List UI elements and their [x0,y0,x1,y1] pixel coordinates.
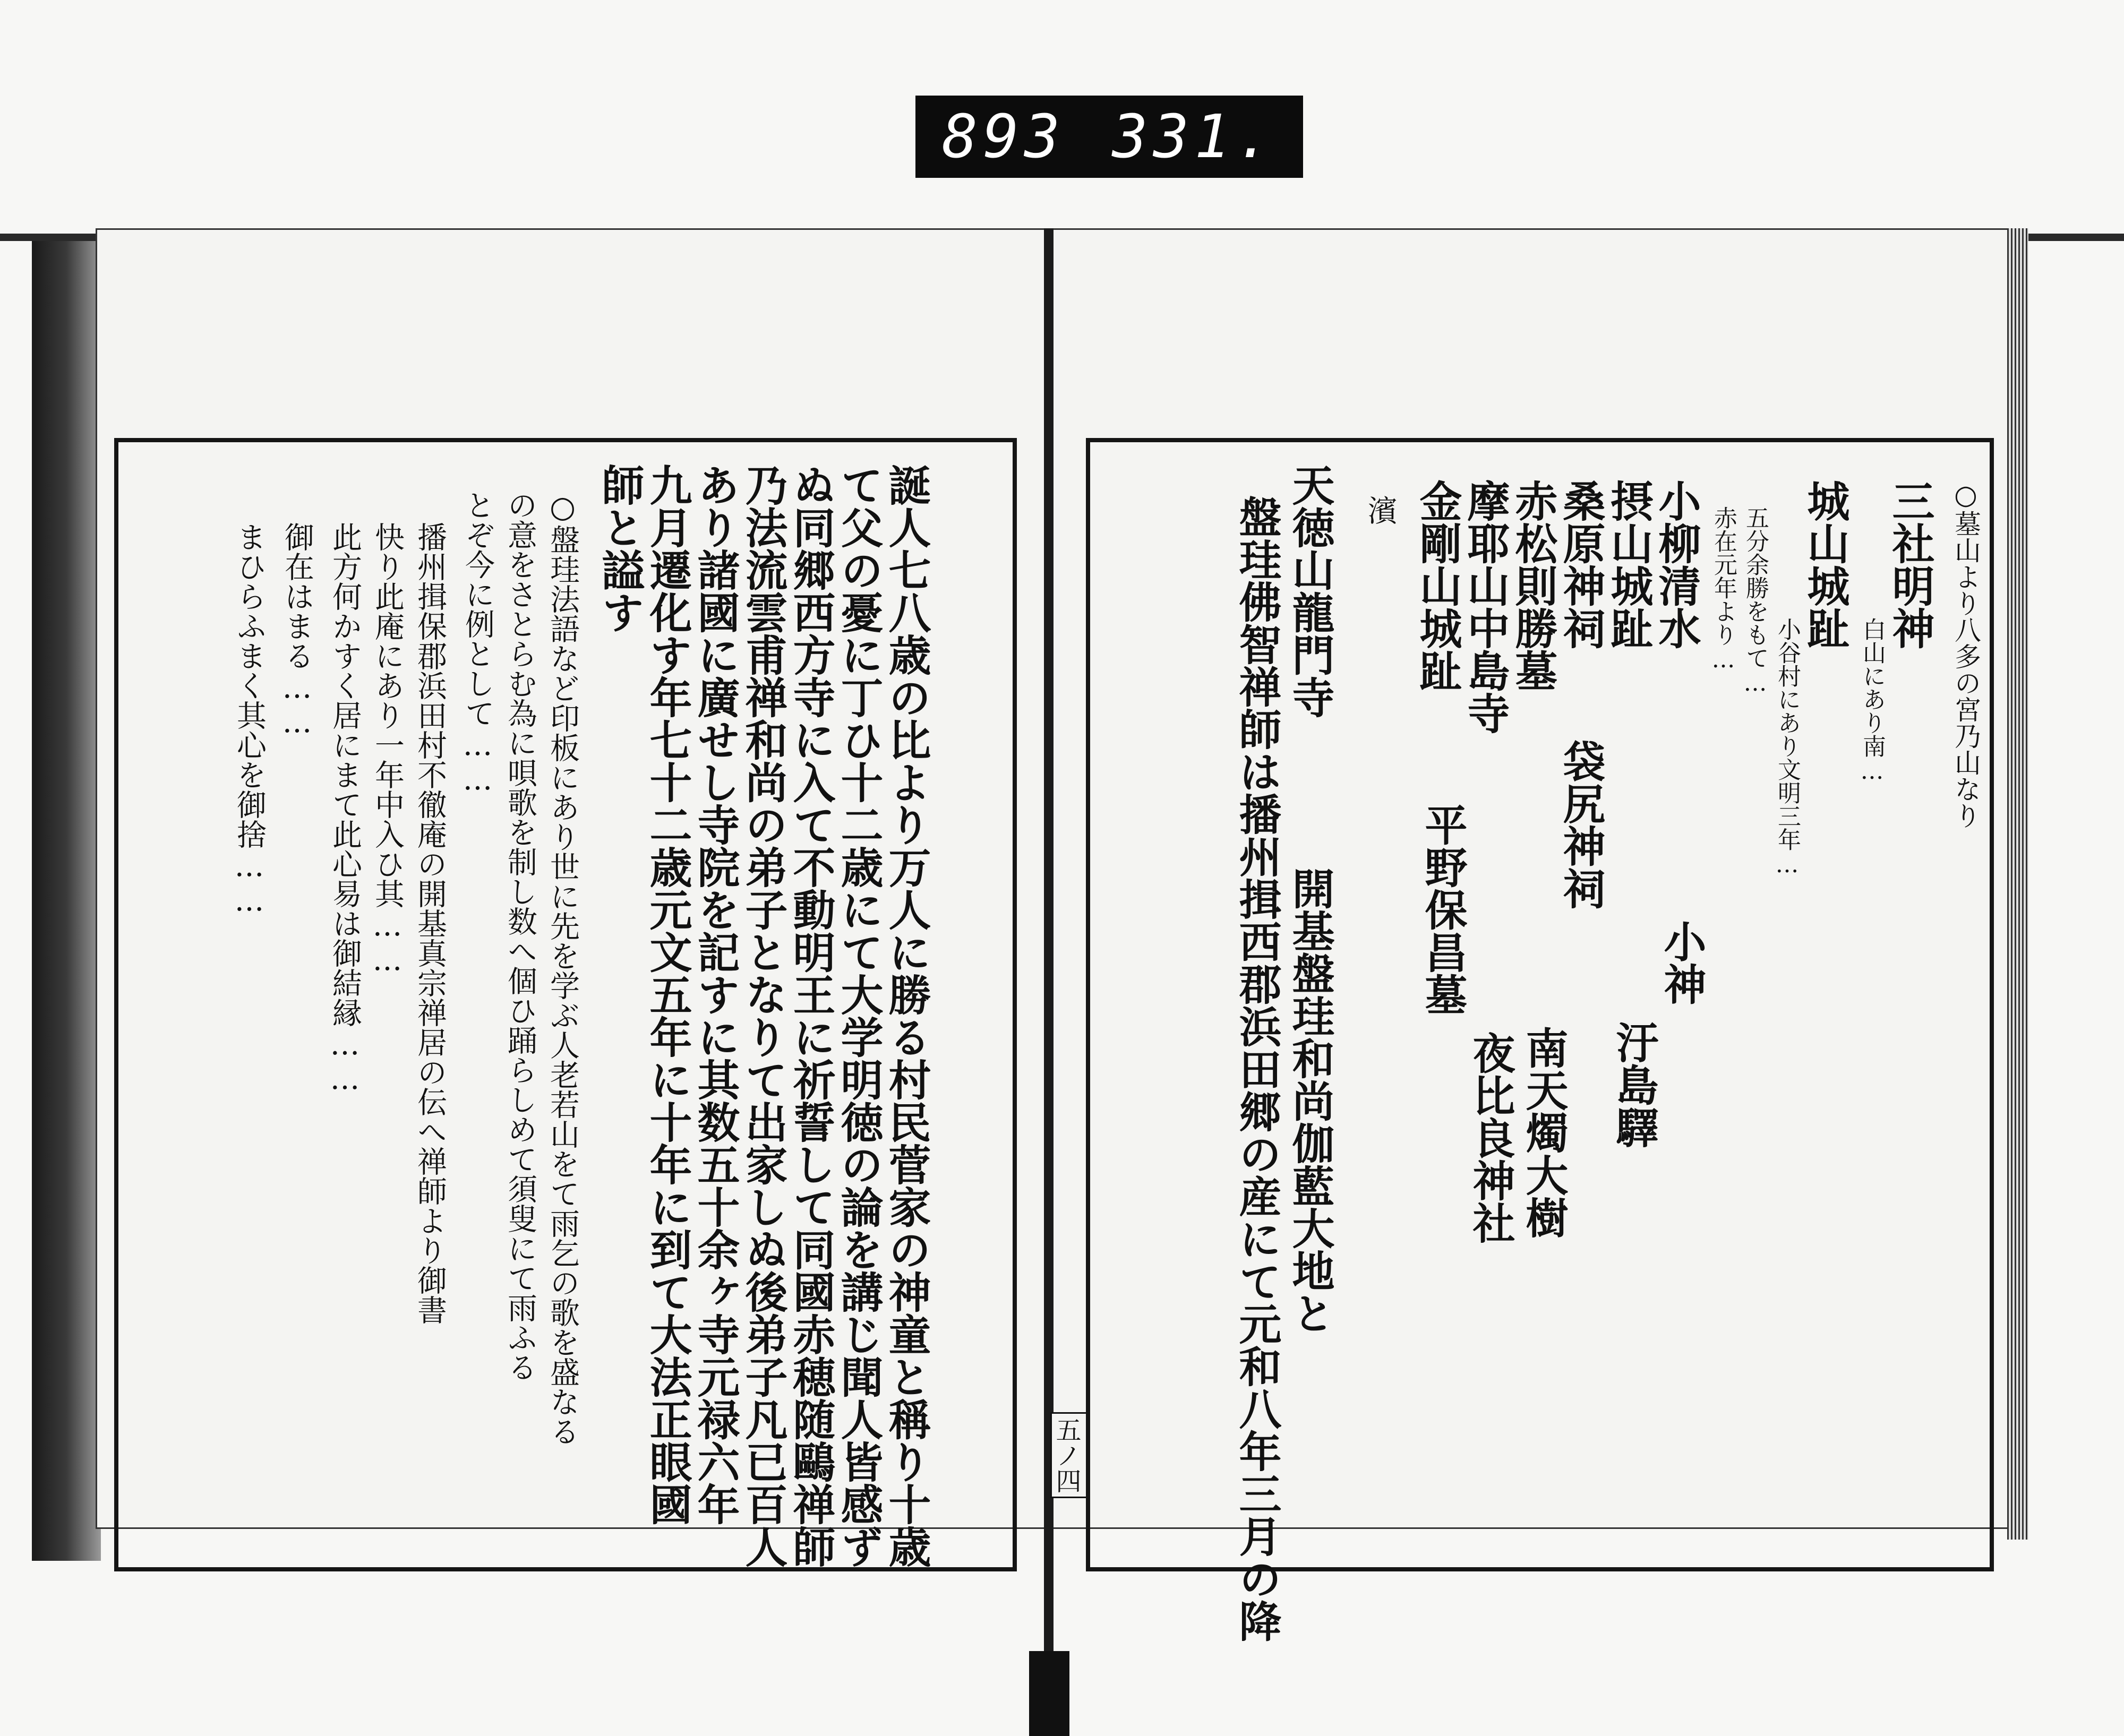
right-heading-note: ○墓山より八多の宮乃山なり [1950,479,1981,829]
right-col-15: 盤珪佛智禅師は播州揖西郡浜田郷の産にて元和八年三月の降 [1232,495,1282,1642]
book-spine-shadow [32,234,101,1561]
right-col-6: 赤在元年より… [1710,506,1737,673]
left-col-8: ○盤珪法語など印板にあり世に先を学ぶ人老若山をて雨乞の歌を盛なる [545,490,580,1446]
catalog-id-label [915,96,1303,178]
left-col-5: あり諸國に廣せし寺院を記すに其数五十余ヶ寺元禄六年 [690,463,740,1525]
right-entry-5: 夜比良神社 [1466,1032,1515,1244]
right-col-3: 城山城趾 [1800,479,1850,649]
right-col-12: 金剛山城趾 [1412,479,1462,692]
page-edges [2007,228,2028,1540]
right-entry-4: 南天燭大樹 [1519,1026,1569,1239]
left-col-13: 此方何かすく居にまて此心易は御結縁…… [328,522,362,1096]
right-col-1: 三社明神 [1885,479,1935,649]
right-col-11: 摩耶山中島寺 [1460,479,1510,734]
page-number: 五ノ四 [1050,1412,1087,1498]
left-col-10: とぞ今に例として…… [460,490,495,797]
right-col-4: 小谷村にあり文明三年… [1774,617,1801,878]
left-col-15: まひらふまく其心を御捨…… [232,522,267,918]
right-col-8: 摂山城趾 [1604,479,1654,649]
left-col-1: 誕人七八歳の比より万人に勝る村民菅家の神童と稱り十歳 [881,463,931,1568]
right-col-13: 濱 [1363,495,1398,525]
left-col-14: 御在はまる…… [280,522,314,740]
book-gutter [1044,228,1054,1736]
right-col-2: 白山にあり南… [1858,617,1886,785]
catalog-id-left: 893 [942,102,1066,171]
catalog-id-right: 331. [1112,102,1277,171]
gutter-foot [1029,1651,1069,1736]
right-col-14: 天徳山龍門寺 [1285,463,1335,718]
right-entry-7: 開基盤珪和尚伽藍大地と [1285,867,1335,1334]
left-col-11: 播州揖保郡浜田村不徹庵の開基真宗禅居の伝へ禅師より御書 [413,522,447,1325]
left-col-9: の意をさとらむ為に唄歌を制し数へ個ひ踊らしめて須叟にて雨ふる [503,490,537,1382]
right-entry-3: 袋尻神祠 [1556,740,1606,909]
left-col-3: ぬ同郷西方寺に入て不動明王に祈誓して同國赤穂随鷗禅師 [786,463,836,1568]
right-col-7: 小柳清水 [1651,479,1701,649]
right-col-10: 赤松則勝墓 [1508,479,1558,692]
left-col-12: 快り此庵にあり一年中入ひ其…… [370,522,405,977]
right-col-5: 五分余勝をもて… [1742,506,1769,697]
left-col-4: 乃法流雲甫禅和尚の弟子となりて出家しぬ後弟子凡已百人 [738,463,788,1568]
left-page-frame [114,438,1017,1571]
right-entry-6: 平野保昌墓 [1418,803,1468,1016]
right-page-frame [1086,438,1994,1642]
right-col-9: 桑原神祠 [1556,479,1606,649]
left-col-2: て父の憂に丁ひ十二歳にて大学明徳の論を講じ聞人皆感ず [834,463,884,1568]
left-col-6: 九月遷化す年七十二歳元文五年に十年に到て大法正眼國 [643,463,692,1525]
right-entry-2: 汙島驛 [1609,1021,1659,1148]
left-col-7: 師と謚す [595,463,645,633]
right-entry-1: 小神 [1657,920,1707,1005]
